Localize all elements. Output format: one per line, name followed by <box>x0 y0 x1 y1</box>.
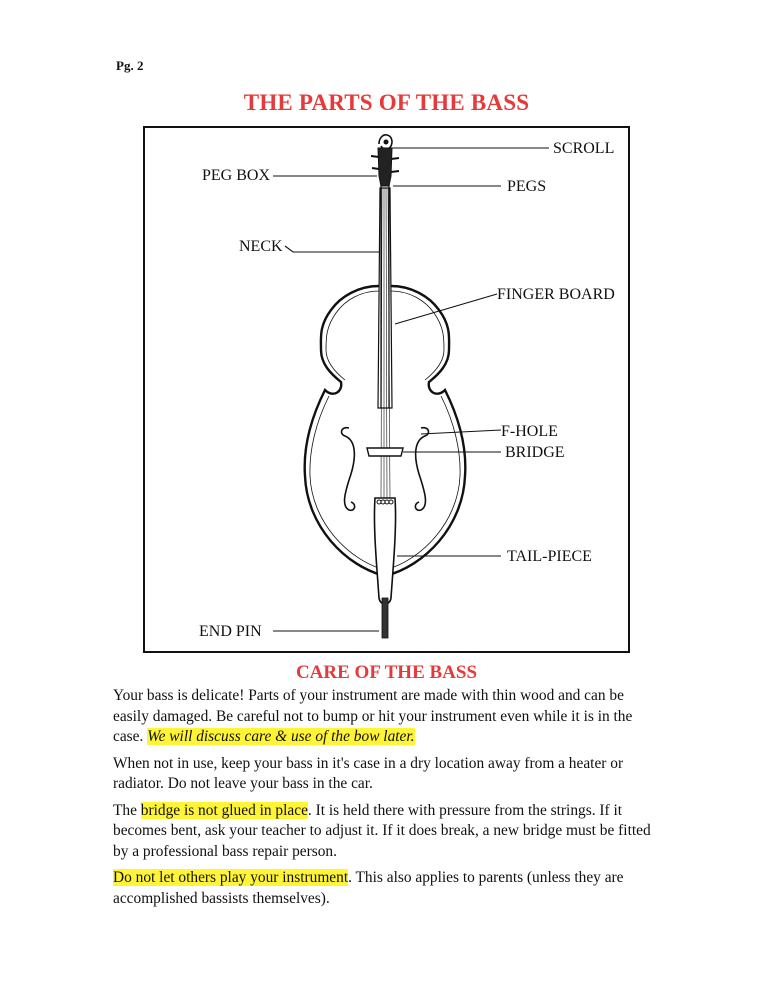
peg-box <box>378 148 392 186</box>
f-hole-right <box>415 428 428 511</box>
f-hole-left <box>342 428 355 511</box>
label-scroll: SCROLL <box>553 140 615 157</box>
highlight-bow-note: We will discuss care & use of the bow later. <box>147 728 415 745</box>
bridge <box>367 448 403 456</box>
care-paragraph-2: When not in use, keep your bass in it's case in a dry location away from a heater or radiator. Do not leave your bass in the car. <box>113 754 624 792</box>
label-finger-board: FINGER BOARD <box>497 286 615 303</box>
care-paragraph-3: The bridge is not glued in place. It is held there with pressure from the strings. If it becomes bent, ask your teacher to adjust it. If it does break, a new bridge must be fitted by a professional bass repair person. <box>113 801 651 860</box>
label-peg-box: PEG BOX <box>202 167 271 184</box>
page-title: THE PARTS OF THE BASS <box>243 90 530 115</box>
care-paragraph-1: Your bass is delicate! Parts of your instrument are made with thin wood and can be easily damaged. Be careful not to bump or hit your instrument even while it is in the case. We will discuss care & use of the bow later. <box>113 687 633 745</box>
label-tail-piece: TAIL-PIECE <box>507 548 592 565</box>
label-bridge: BRIDGE <box>505 444 565 461</box>
bass-diagram <box>143 126 630 653</box>
highlight-bridge-note: bridge is not glued in place <box>140 801 308 819</box>
label-f-hole: F-HOLE <box>501 423 558 440</box>
label-end-pin: END PIN <box>199 623 262 640</box>
label-pegs: PEGS <box>507 178 547 195</box>
page-number: Pg. 2 <box>116 58 144 73</box>
care-paragraph-4: Do not let others play your instrument. This also applies to parents (unless they are accomplished bassists themselves). <box>113 869 624 907</box>
highlight-play-note: Do not let others play your instrument <box>113 869 349 886</box>
care-heading: CARE OF THE BASS <box>295 662 478 683</box>
care-instructions <box>113 686 653 915</box>
tailpiece <box>374 498 395 604</box>
fingerboard <box>378 188 392 408</box>
end-pin <box>382 598 388 638</box>
bass-illustration <box>145 128 632 655</box>
label-neck: NECK <box>239 238 283 255</box>
